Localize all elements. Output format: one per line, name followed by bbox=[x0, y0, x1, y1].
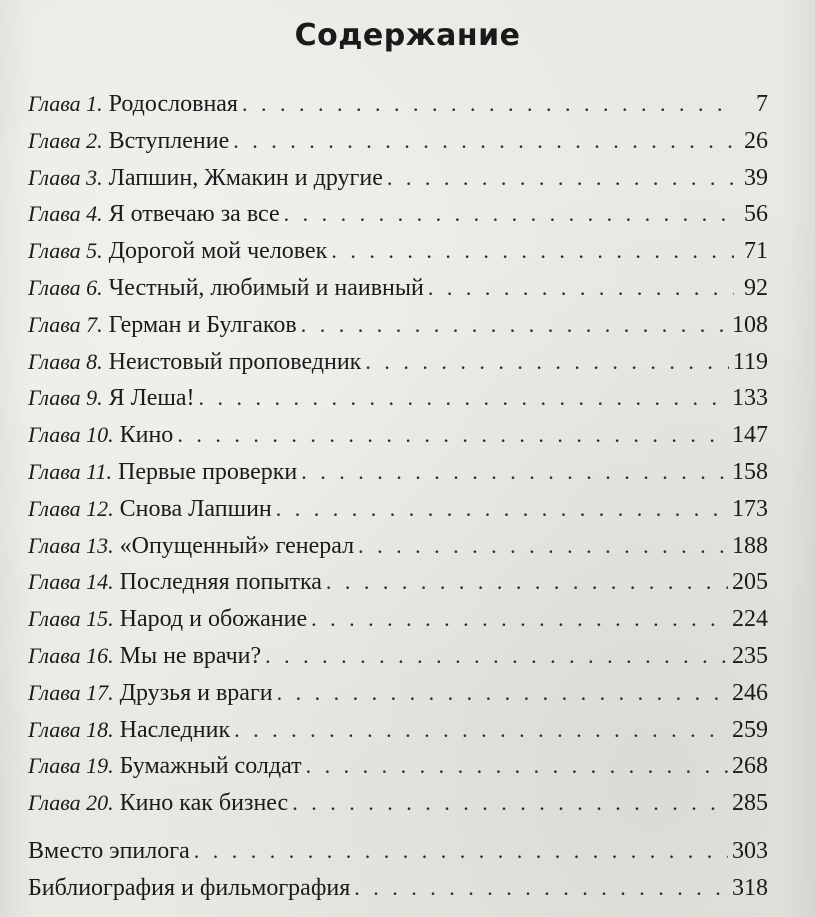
page-number: 318 bbox=[732, 874, 768, 901]
page-number: 285 bbox=[732, 790, 768, 817]
toc-entry-extra bbox=[28, 833, 768, 870]
chapter-title: Друзья и враги bbox=[119, 679, 273, 706]
chapter-number: Глава 5. bbox=[28, 238, 103, 264]
chapter-number: Глава 4. bbox=[28, 201, 103, 227]
page-number: 268 bbox=[732, 753, 768, 780]
chapter-title: Первые проверки bbox=[117, 458, 298, 485]
page-title: Содержание bbox=[294, 18, 521, 53]
toc-entry bbox=[28, 233, 768, 270]
page-number: 56 bbox=[744, 201, 768, 228]
page-number: 158 bbox=[732, 458, 768, 485]
dot-leader bbox=[306, 748, 728, 785]
dot-leader bbox=[265, 638, 728, 675]
dot-leader bbox=[354, 870, 728, 907]
page-number: 133 bbox=[732, 385, 768, 412]
chapter-title: Родословная bbox=[108, 91, 238, 117]
page-number: 92 bbox=[744, 274, 768, 301]
dot-leader bbox=[292, 785, 728, 822]
chapter-number: Глава 19. bbox=[28, 753, 114, 779]
dot-leader bbox=[331, 233, 734, 270]
dot-leader bbox=[194, 833, 728, 870]
toc-entry bbox=[28, 564, 768, 601]
toc-entry bbox=[28, 86, 768, 123]
page-number: 108 bbox=[732, 311, 768, 338]
dot-leader bbox=[387, 160, 734, 197]
dot-leader bbox=[199, 380, 728, 417]
toc-entry bbox=[28, 160, 768, 197]
chapter-number: Глава 12. bbox=[28, 495, 114, 521]
page-number: 26 bbox=[744, 127, 768, 154]
toc-entry bbox=[28, 270, 768, 307]
chapter-title: Я Леша! bbox=[108, 385, 195, 412]
toc-entry bbox=[28, 380, 768, 417]
chapter-title: Бумажный солдат bbox=[119, 753, 302, 780]
chapter-number: Глава 6. bbox=[28, 274, 103, 300]
page-number: 7 bbox=[756, 91, 768, 117]
chapter-title: Кино bbox=[119, 422, 174, 449]
page-number: 235 bbox=[732, 642, 768, 669]
page-number: 39 bbox=[744, 164, 768, 191]
chapter-number: Глава 1. bbox=[28, 91, 103, 116]
toc-entry bbox=[28, 454, 768, 491]
chapter-number: Глава 16. bbox=[28, 642, 114, 668]
chapter-title: «Опущенный» генерал bbox=[119, 532, 355, 559]
chapter-title: Мы не врачи? bbox=[119, 642, 262, 669]
toc-entry bbox=[28, 196, 768, 233]
dot-leader bbox=[233, 123, 734, 160]
dot-leader bbox=[177, 417, 728, 454]
chapter-title: Снова Лапшин bbox=[119, 495, 272, 522]
dot-leader bbox=[365, 344, 729, 381]
chapter-number: Глава 11. bbox=[28, 458, 112, 484]
page-number: 205 bbox=[732, 569, 768, 596]
chapter-number: Глава 18. bbox=[28, 716, 114, 742]
page-number: 119 bbox=[732, 348, 768, 375]
dot-leader bbox=[358, 528, 728, 565]
toc-entry bbox=[28, 528, 768, 565]
toc-entry bbox=[28, 601, 768, 638]
chapter-number: Глава 9. bbox=[28, 385, 103, 411]
chapter-title: Честный, любимый и наивный bbox=[108, 274, 424, 301]
section-title: Вместо эпилога bbox=[28, 837, 190, 864]
chapter-number: Глава 7. bbox=[28, 311, 103, 337]
chapter-title: Я отвечаю за все bbox=[108, 201, 280, 228]
dot-leader bbox=[311, 601, 728, 638]
dot-leader bbox=[276, 491, 728, 528]
chapter-title: Неистовый проповедник bbox=[108, 348, 362, 375]
toc-entry bbox=[28, 675, 768, 712]
dot-leader bbox=[242, 86, 734, 123]
page-number: 147 bbox=[732, 422, 768, 449]
table-of-contents bbox=[28, 86, 768, 907]
page-number: 246 bbox=[732, 679, 768, 706]
toc-entry bbox=[28, 712, 768, 749]
chapter-title: Наследник bbox=[119, 716, 231, 743]
page-number: 71 bbox=[744, 238, 768, 265]
toc-entry bbox=[28, 748, 768, 785]
chapter-number: Глава 8. bbox=[28, 348, 103, 374]
chapter-title: Последняя попытка bbox=[119, 569, 322, 596]
chapter-number: Глава 14. bbox=[28, 569, 114, 595]
page-number: 224 bbox=[732, 606, 768, 633]
chapter-title: Дорогой мой человек bbox=[108, 238, 328, 265]
chapter-number: Глава 15. bbox=[28, 606, 114, 632]
dot-leader bbox=[301, 307, 728, 344]
section-title: Библиография и фильмография bbox=[28, 874, 351, 901]
chapter-title: Народ и обожание bbox=[119, 606, 308, 633]
toc-entry bbox=[28, 123, 768, 160]
page-number: 173 bbox=[732, 495, 768, 522]
dot-leader bbox=[277, 675, 728, 712]
dot-leader bbox=[234, 712, 728, 749]
chapter-title: Вступление bbox=[108, 127, 230, 154]
chapter-title: Кино как бизнес bbox=[119, 790, 289, 817]
chapter-title: Герман и Булгаков bbox=[108, 311, 297, 338]
dot-leader bbox=[326, 564, 728, 601]
page-number: 188 bbox=[732, 532, 768, 559]
toc-entry bbox=[28, 307, 768, 344]
dot-leader bbox=[301, 454, 728, 491]
toc-entry-extra bbox=[28, 870, 768, 907]
toc-entry bbox=[28, 491, 768, 528]
page-number: 303 bbox=[732, 837, 768, 864]
chapter-number: Глава 17. bbox=[28, 679, 114, 705]
toc-entry bbox=[28, 638, 768, 675]
chapter-number: Глава 13. bbox=[28, 532, 114, 558]
toc-entry bbox=[28, 785, 768, 822]
chapter-title: Лапшин, Жмакин и другие bbox=[108, 164, 383, 191]
chapter-number: Глава 2. bbox=[28, 127, 103, 153]
chapter-number: Глава 3. bbox=[28, 164, 103, 190]
chapter-number: Глава 20. bbox=[28, 790, 114, 816]
toc-entry bbox=[28, 344, 768, 381]
toc-entry bbox=[28, 417, 768, 454]
dot-leader bbox=[428, 270, 734, 307]
chapter-number: Глава 10. bbox=[28, 422, 114, 448]
dot-leader bbox=[284, 196, 734, 233]
page-number: 259 bbox=[732, 716, 768, 743]
